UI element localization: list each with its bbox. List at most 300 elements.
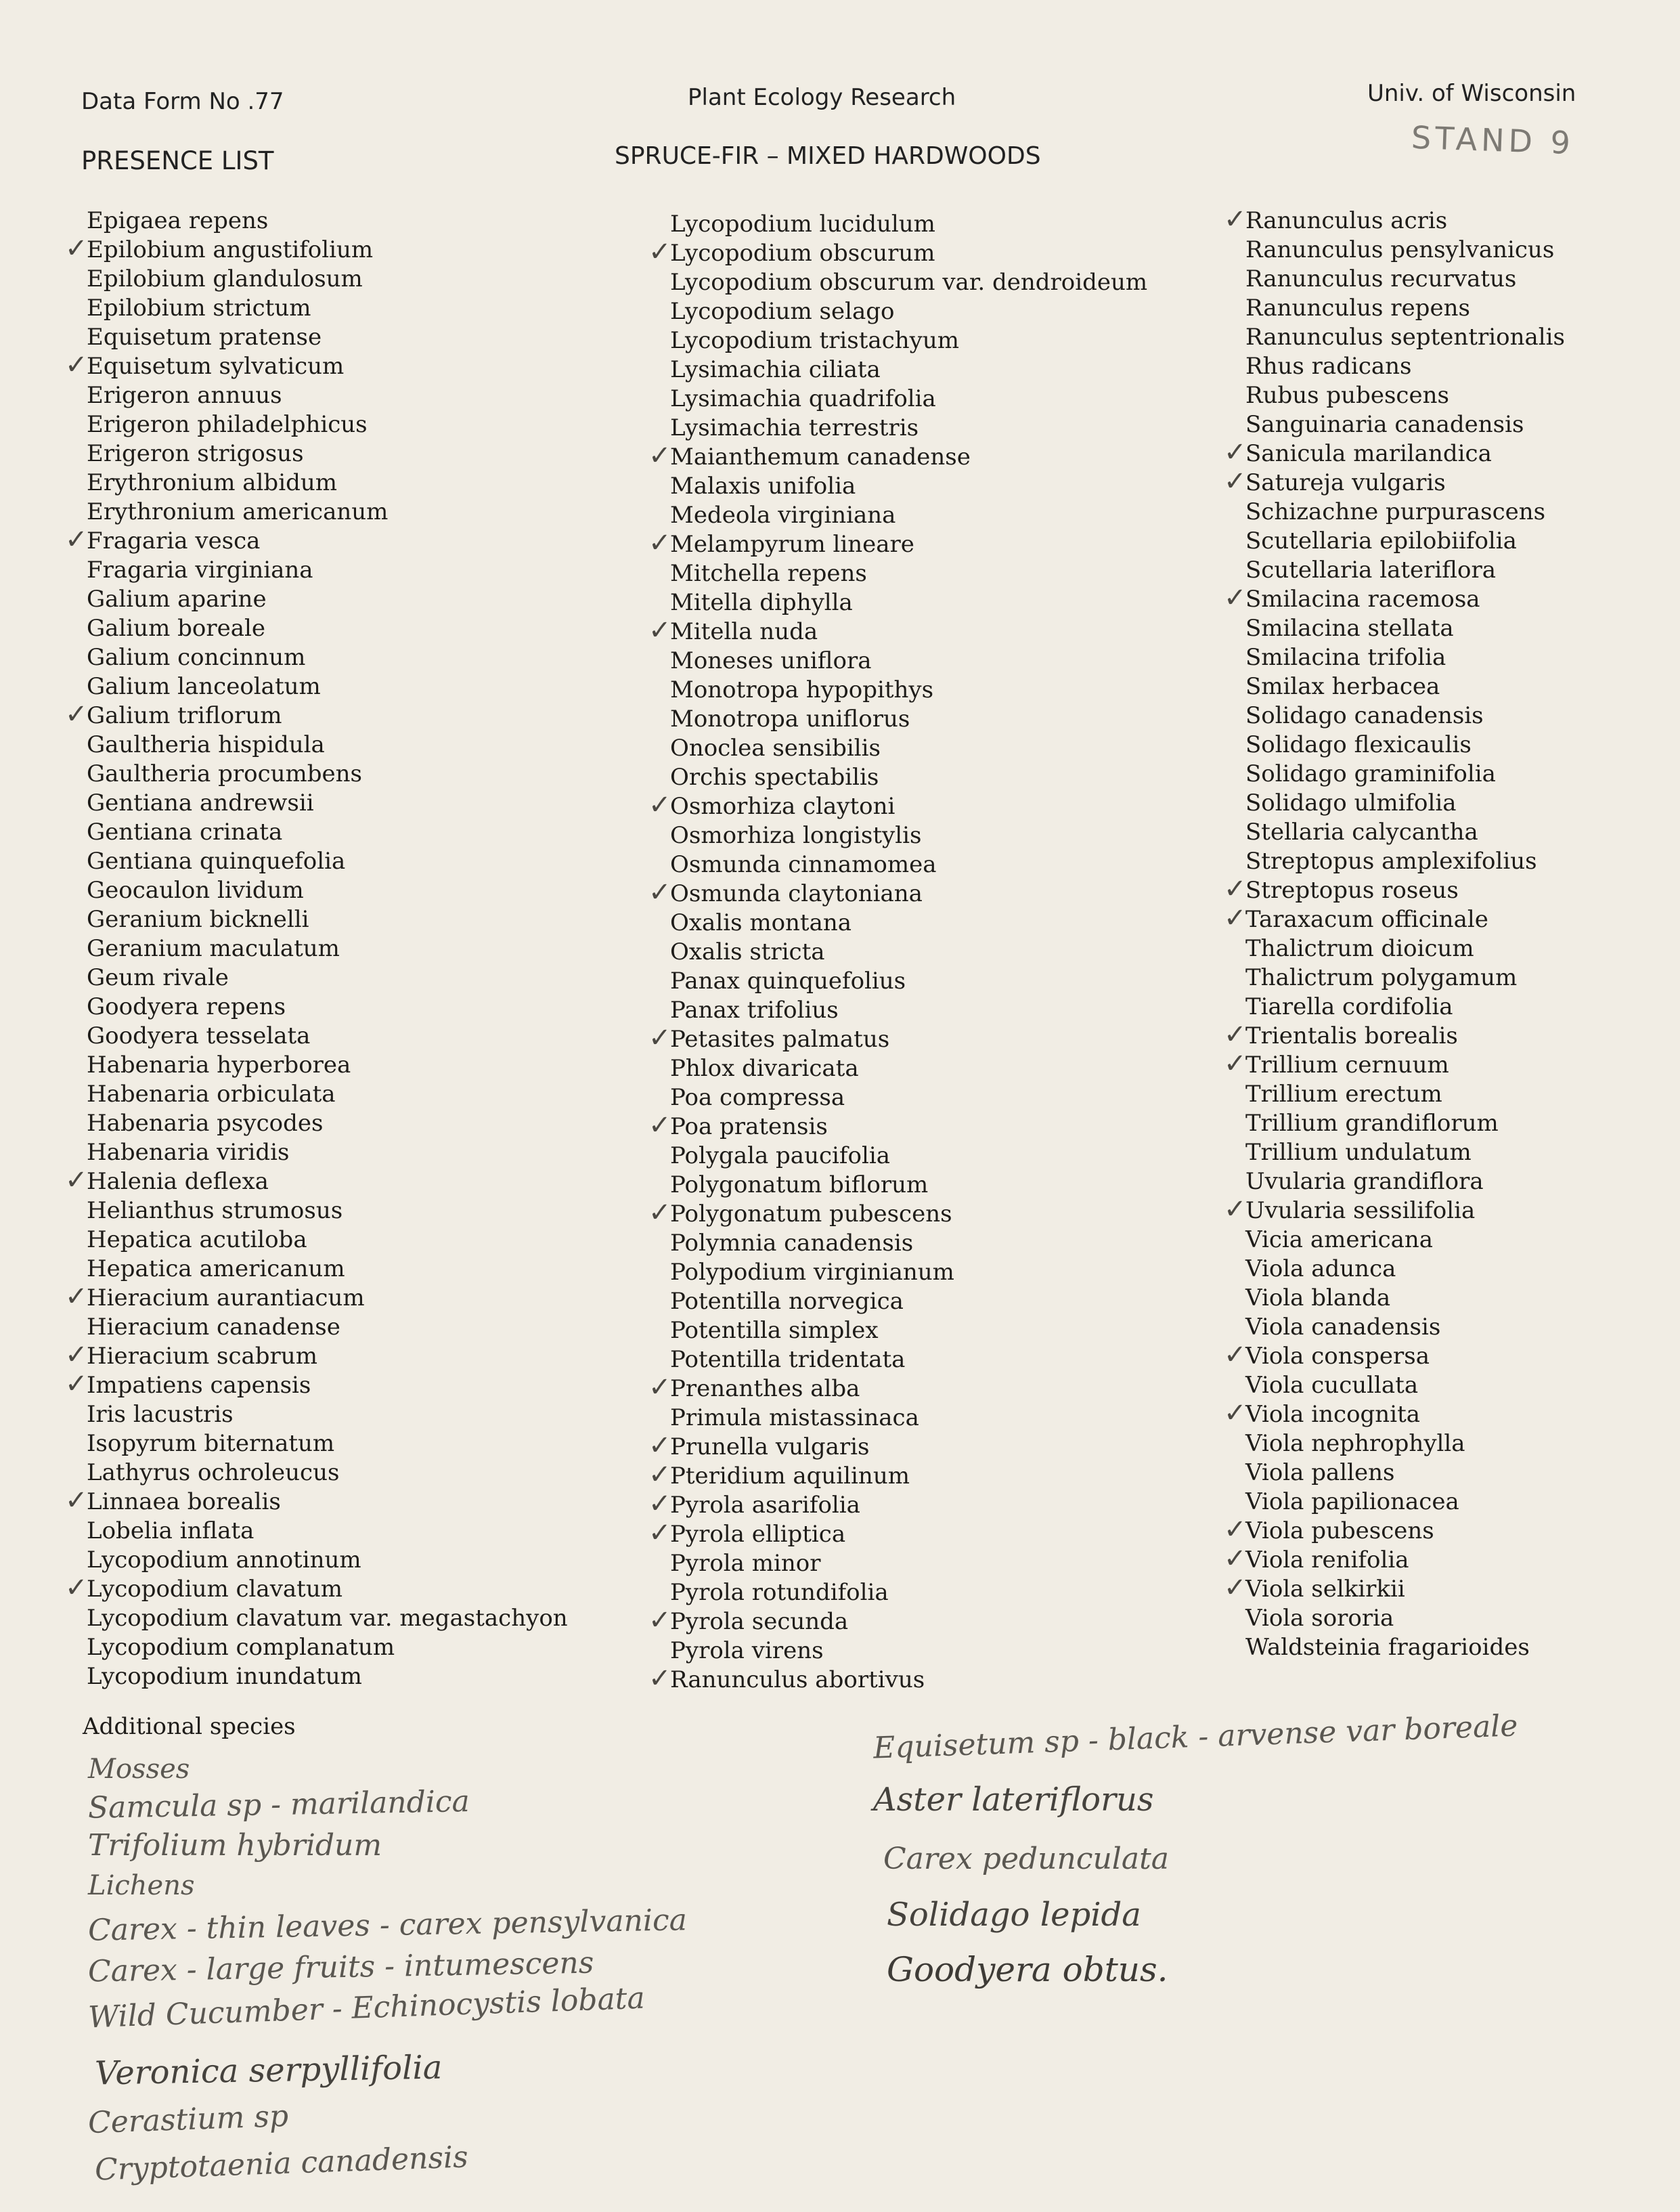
- check-mark-icon: ✓: [648, 1605, 671, 1636]
- species-row: [1224, 1514, 1680, 1546]
- check-mark-icon: ✓: [648, 1022, 671, 1054]
- species-name: Lycopodium clavatum: [87, 1576, 342, 1603]
- species-row: [666, 268, 1221, 297]
- handwritten-note: Mosses: [88, 1754, 190, 1785]
- species-row: [1241, 672, 1680, 701]
- species-name: Mitella nuda: [670, 618, 818, 645]
- handwritten-note: Trifolium hybridum: [88, 1828, 382, 1863]
- species-name: Lysimachia terrestris: [670, 414, 919, 441]
- species-name: Hepatica americanum: [87, 1255, 345, 1282]
- check-mark-icon: ✓: [1224, 903, 1247, 934]
- species-name: Erigeron philadelphicus: [87, 411, 368, 438]
- species-name: Polymnia canadensis: [670, 1230, 914, 1257]
- species-name: Ranunculus repens: [1245, 295, 1470, 322]
- check-mark-icon: ✓: [648, 1372, 671, 1403]
- check-mark-icon: ✓: [65, 1572, 88, 1603]
- species-name: Schizachne purpurascens: [1245, 498, 1546, 525]
- species-name: Smilacina trifolia: [1245, 644, 1446, 671]
- check-mark-icon: ✓: [1224, 1572, 1247, 1603]
- species-name: Streptopus roseus: [1245, 877, 1459, 904]
- species-name: Trillium grandiflorum: [1245, 1110, 1499, 1137]
- species-row: [65, 1368, 638, 1400]
- species-row: [648, 615, 1221, 647]
- species-row: [83, 1429, 638, 1458]
- species-row: [648, 1459, 1221, 1491]
- species-name: Smilax herbacea: [1245, 673, 1440, 700]
- check-mark-icon: ✓: [648, 789, 671, 821]
- species-row: [1241, 993, 1680, 1022]
- species-name: Trillium erectum: [1245, 1081, 1442, 1108]
- check-mark-icon: ✓: [1224, 204, 1247, 235]
- species-row: [83, 1051, 638, 1080]
- organization-title: Plant Ecology Research: [688, 84, 956, 111]
- species-name: Mitella diphylla: [670, 589, 853, 616]
- species-name: Isopyrum biternatum: [87, 1430, 335, 1457]
- species-row: [83, 469, 638, 498]
- species-name: Equisetum sylvaticum: [87, 353, 345, 380]
- check-mark-icon: ✓: [648, 1663, 671, 1694]
- species-name: Gentiana andrewsii: [87, 789, 314, 817]
- species-name: Geranium bicknelli: [87, 906, 309, 933]
- species-name: Hieracium canadense: [87, 1314, 340, 1341]
- species-row: [83, 876, 638, 905]
- species-name: Solidago canadensis: [1245, 702, 1484, 729]
- check-mark-icon: ✓: [65, 1281, 88, 1312]
- species-name: Habenaria orbiculata: [87, 1081, 336, 1108]
- species-name: Viola renifolia: [1245, 1546, 1409, 1574]
- species-name: Galium lanceolatum: [87, 673, 321, 700]
- species-row: [1224, 466, 1680, 498]
- species-name: Rhus radicans: [1245, 353, 1412, 380]
- species-name: Viola adunca: [1245, 1255, 1396, 1282]
- species-name: Goodyera tesselata: [87, 1022, 311, 1049]
- species-row: [1224, 903, 1680, 934]
- species-name: Potentilla norvegica: [670, 1288, 904, 1315]
- species-name: Ranunculus abortivus: [670, 1666, 925, 1693]
- species-name: Prenanthes alba: [670, 1375, 860, 1402]
- species-name: Erythronium albidum: [87, 469, 337, 496]
- check-mark-icon: ✓: [648, 1197, 671, 1228]
- handwritten-note: Solidago lepida: [887, 1896, 1141, 1934]
- species-name: Galium triflorum: [87, 702, 282, 729]
- species-name: Satureja vulgaris: [1245, 469, 1446, 496]
- species-name: Maianthemum canadense: [670, 443, 971, 471]
- species-name: Trillium cernuum: [1245, 1051, 1449, 1079]
- species-row: [83, 1255, 638, 1284]
- species-name: Tiarella cordifolia: [1245, 993, 1453, 1020]
- species-row: [1241, 1313, 1680, 1342]
- species-row: [666, 1083, 1221, 1112]
- species-row: [648, 236, 1221, 268]
- species-name: Trillium undulatum: [1245, 1139, 1472, 1166]
- species-row: [666, 763, 1221, 792]
- check-mark-icon: ✓: [648, 1430, 671, 1461]
- species-row: [83, 265, 638, 294]
- species-row: [666, 1549, 1221, 1578]
- species-name: Scutellaria epilobiifolia: [1245, 527, 1517, 555]
- species-name: Thalictrum polygamum: [1245, 964, 1518, 991]
- species-row: [1241, 527, 1680, 556]
- species-row: [1241, 789, 1680, 818]
- species-row: [666, 1404, 1221, 1433]
- check-mark-icon: ✓: [1224, 873, 1247, 905]
- species-row: [83, 323, 638, 352]
- species-row: [666, 909, 1221, 938]
- species-name: Uvularia grandiflora: [1245, 1168, 1484, 1195]
- species-name: Epilobium angustifolium: [87, 236, 374, 263]
- species-name: Epigaea repens: [87, 207, 269, 234]
- species-name: Scutellaria lateriflora: [1245, 557, 1496, 584]
- species-row: [1241, 1226, 1680, 1255]
- check-mark-icon: ✓: [648, 236, 671, 267]
- check-mark-icon: ✓: [65, 1165, 88, 1196]
- species-row: [1241, 1109, 1680, 1138]
- species-name: Pyrola virens: [670, 1637, 824, 1664]
- species-row: [83, 439, 638, 469]
- species-row: [83, 498, 638, 527]
- species-name: Medeola virginiana: [670, 502, 896, 529]
- species-name: Solidago graminifolia: [1245, 760, 1496, 787]
- species-row: [648, 1517, 1221, 1549]
- species-row: [83, 1138, 638, 1167]
- check-mark-icon: ✓: [1224, 1339, 1247, 1370]
- species-name: Epilobium glandulosum: [87, 265, 363, 292]
- species-row: [83, 1313, 638, 1342]
- species-name: Rubus pubescens: [1245, 382, 1449, 409]
- species-row: [1241, 934, 1680, 963]
- species-name: Lobelia inflata: [87, 1517, 255, 1544]
- species-name: Polygonatum biflorum: [670, 1171, 929, 1198]
- species-row: [1241, 1458, 1680, 1488]
- species-name: Osmunda cinnamomea: [670, 851, 937, 878]
- species-row: [65, 524, 638, 556]
- species-name: Solidago flexicaulis: [1245, 731, 1472, 758]
- species-row: [666, 501, 1221, 530]
- species-name: Lysimachia quadrifolia: [670, 385, 936, 412]
- species-name: Habenaria psycodes: [87, 1110, 324, 1137]
- additional-species-label: Additional species: [83, 1713, 296, 1740]
- species-name: Mitchella repens: [670, 560, 867, 587]
- species-row: [65, 233, 638, 265]
- handwritten-note: Veronica serpyllifolia: [94, 2048, 443, 2093]
- species-row: [1224, 1572, 1680, 1604]
- community-title: SPRUCE-FIR – MIXED HARDWOODS: [615, 142, 1041, 170]
- species-row: [65, 1339, 638, 1371]
- species-row: [666, 1636, 1221, 1666]
- species-name: Gentiana quinquefolia: [87, 848, 346, 875]
- species-row: [1224, 1543, 1680, 1575]
- species-name: Pteridium aquilinum: [670, 1462, 910, 1490]
- handwritten-note: Cerastium sp: [87, 2098, 289, 2141]
- handwritten-note: Aster lateriflorus: [873, 1781, 1154, 1819]
- species-name: Oxalis stricta: [670, 938, 825, 966]
- species-row: [648, 527, 1221, 559]
- species-name: Moneses uniflora: [670, 647, 872, 674]
- species-row: [1224, 873, 1680, 905]
- species-name: Lycopodium clavatum var. megastachyon: [87, 1605, 568, 1632]
- check-mark-icon: ✓: [1224, 1048, 1247, 1079]
- handwritten-note: Wild Cucumber - Echinocystis lobata: [87, 1980, 646, 2035]
- check-mark-icon: ✓: [648, 1110, 671, 1141]
- species-row: [666, 559, 1221, 588]
- species-name: Habenaria hyperborea: [87, 1051, 351, 1079]
- species-row: [83, 934, 638, 963]
- species-name: Galium concinnum: [87, 644, 306, 671]
- species-row: [1241, 352, 1680, 381]
- species-row: [65, 1485, 638, 1517]
- check-mark-icon: ✓: [648, 1517, 671, 1548]
- species-row: [83, 1604, 638, 1633]
- species-row: [83, 818, 638, 847]
- species-row: [666, 996, 1221, 1025]
- species-row: [666, 705, 1221, 734]
- species-name: Lycopodium inundatum: [87, 1663, 362, 1690]
- species-name: Lycopodium obscurum var. dendroideum: [670, 269, 1148, 296]
- species-name: Impatiens capensis: [87, 1372, 311, 1399]
- species-row: [83, 905, 638, 934]
- species-name: Malaxis unifolia: [670, 473, 856, 500]
- species-row: [1241, 498, 1680, 527]
- species-row: [1241, 323, 1680, 352]
- species-name: Panax quinquefolius: [670, 968, 906, 995]
- species-row: [1241, 381, 1680, 410]
- species-row: [83, 672, 638, 701]
- check-mark-icon: ✓: [1224, 466, 1247, 497]
- species-row: [83, 1400, 638, 1429]
- check-mark-icon: ✓: [1224, 437, 1247, 468]
- species-row: [65, 1572, 638, 1604]
- species-name: Orchis spectabilis: [670, 764, 879, 791]
- check-mark-icon: ✓: [65, 349, 88, 381]
- species-row: [83, 847, 638, 876]
- species-row: [648, 1022, 1221, 1054]
- handwritten-note: Cryptotaenia canadensis: [94, 2140, 469, 2188]
- species-name: Gentiana crinata: [87, 819, 283, 846]
- species-row: [1224, 204, 1680, 236]
- species-row: [1241, 1080, 1680, 1109]
- species-name: Solidago ulmifolia: [1245, 789, 1457, 817]
- species-row: [65, 1281, 638, 1313]
- species-row: [1241, 818, 1680, 847]
- list-title: PRESENCE LIST: [81, 146, 274, 175]
- species-row: [666, 385, 1221, 414]
- species-name: Polygonatum pubescens: [670, 1200, 952, 1228]
- species-name: Pyrola elliptica: [670, 1521, 846, 1548]
- check-mark-icon: ✓: [1224, 1514, 1247, 1545]
- species-name: Erythronium americanum: [87, 498, 389, 525]
- check-mark-icon: ✓: [648, 615, 671, 646]
- species-name: Panax trifolius: [670, 997, 839, 1024]
- species-row: [1241, 1488, 1680, 1517]
- species-row: [1241, 410, 1680, 439]
- species-row: [666, 1229, 1221, 1258]
- species-row: [1241, 1284, 1680, 1313]
- species-row: [666, 1171, 1221, 1200]
- species-row: [666, 355, 1221, 385]
- species-name: Pyrola minor: [670, 1550, 821, 1577]
- species-row: [648, 1488, 1221, 1520]
- species-name: Phlox divaricata: [670, 1055, 859, 1082]
- species-name: Galium boreale: [87, 615, 265, 642]
- species-row: [1224, 1048, 1680, 1080]
- check-mark-icon: ✓: [648, 1459, 671, 1490]
- species-name: Lycopodium tristachyum: [670, 327, 959, 354]
- check-mark-icon: ✓: [1224, 1194, 1247, 1225]
- species-row: [83, 643, 638, 672]
- handwritten-note: Equisetum sp - black - arvense var boreale: [872, 1708, 1519, 1766]
- species-column-2: [648, 210, 1221, 1695]
- species-row: [83, 993, 638, 1022]
- species-row: [1224, 437, 1680, 469]
- species-name: Oxalis montana: [670, 909, 852, 936]
- species-name: Viola canadensis: [1245, 1314, 1441, 1341]
- check-mark-icon: ✓: [1224, 1543, 1247, 1574]
- species-name: Uvularia sessilifolia: [1245, 1197, 1476, 1224]
- species-name: Viola blanda: [1245, 1284, 1391, 1311]
- species-name: Stellaria calycantha: [1245, 819, 1478, 846]
- species-row: [666, 1142, 1221, 1171]
- species-name: Linnaea borealis: [87, 1488, 281, 1515]
- species-row: [1241, 1255, 1680, 1284]
- check-mark-icon: ✓: [65, 524, 88, 555]
- species-name: Geranium maculatum: [87, 935, 340, 962]
- species-row: [1241, 731, 1680, 760]
- check-mark-icon: ✓: [65, 1368, 88, 1400]
- species-name: Geum rivale: [87, 964, 229, 991]
- species-name: Taraxacum officinale: [1245, 906, 1488, 933]
- handwritten-note: Lichens: [88, 1870, 195, 1901]
- species-row: [83, 1662, 638, 1691]
- species-row: [1241, 1633, 1680, 1662]
- species-row: [83, 1517, 638, 1546]
- species-row: [83, 585, 638, 614]
- species-row: [1241, 556, 1680, 585]
- species-name: Viola pallens: [1245, 1459, 1395, 1486]
- species-name: Potentilla simplex: [670, 1317, 879, 1344]
- species-name: Gaultheria hispidula: [87, 731, 325, 758]
- species-row: [1241, 294, 1680, 323]
- species-name: Viola nephrophylla: [1245, 1430, 1465, 1457]
- species-row: [666, 734, 1221, 763]
- species-row: [648, 1197, 1221, 1229]
- species-name: Monotropa hypopithys: [670, 676, 934, 703]
- species-name: Habenaria viridis: [87, 1139, 290, 1166]
- species-row: [1241, 1167, 1680, 1196]
- species-row: [1241, 963, 1680, 993]
- check-mark-icon: ✓: [1224, 1397, 1247, 1429]
- species-name: Smilacina stellata: [1245, 615, 1454, 642]
- species-row: [83, 1109, 638, 1138]
- species-row: [83, 556, 638, 585]
- species-name: Pyrola secunda: [670, 1608, 849, 1635]
- species-name: Poa compressa: [670, 1084, 845, 1111]
- handwritten-note: Goodyera obtus.: [887, 1950, 1168, 1989]
- species-name: Polygala paucifolia: [670, 1142, 890, 1169]
- species-name: Geocaulon lividum: [87, 877, 304, 904]
- species-name: Helianthus strumosus: [87, 1197, 343, 1224]
- species-row: [666, 1287, 1221, 1316]
- species-name: Lycopodium obscurum: [670, 240, 935, 267]
- species-name: Viola cucullata: [1245, 1372, 1419, 1399]
- species-name: Lysimachia ciliata: [670, 356, 881, 383]
- check-mark-icon: ✓: [65, 699, 88, 730]
- species-name: Ranunculus septentrionalis: [1245, 324, 1565, 351]
- species-row: [83, 1080, 638, 1109]
- species-column-1: [65, 207, 638, 1691]
- handwritten-note: Samcula sp - marilandica: [87, 1784, 470, 1825]
- check-mark-icon: ✓: [648, 527, 671, 559]
- species-name: Fragaria virginiana: [87, 557, 313, 584]
- species-name: Potentilla tridentata: [670, 1346, 906, 1373]
- check-mark-icon: ✓: [65, 233, 88, 264]
- species-row: [83, 614, 638, 643]
- species-row: [1224, 582, 1680, 614]
- species-row: [666, 326, 1221, 355]
- check-mark-icon: ✓: [648, 1488, 671, 1519]
- species-name: Streptopus amplexifolius: [1245, 848, 1537, 875]
- species-name: Epilobium strictum: [87, 295, 311, 322]
- species-row: [648, 1605, 1221, 1636]
- species-name: Lycopodium annotinum: [87, 1546, 361, 1574]
- species-name: Galium aparine: [87, 586, 267, 613]
- species-name: Gaultheria procumbens: [87, 760, 362, 787]
- species-row: [648, 1372, 1221, 1404]
- species-row: [83, 731, 638, 760]
- species-row: [648, 789, 1221, 821]
- species-row: [666, 647, 1221, 676]
- species-name: Halenia deflexa: [87, 1168, 269, 1195]
- species-name: Sanguinaria canadensis: [1245, 411, 1524, 438]
- handwritten-note: Carex pedunculata: [883, 1842, 1170, 1876]
- handwritten-note: Carex - thin leaves - carex pensylvanica: [87, 1903, 688, 1948]
- species-row: [666, 1578, 1221, 1607]
- species-row: [1241, 760, 1680, 789]
- species-row: [666, 821, 1221, 850]
- species-row: [648, 1430, 1221, 1462]
- species-row: [1241, 1604, 1680, 1633]
- species-row: [648, 440, 1221, 472]
- species-name: Lycopodium complanatum: [87, 1634, 395, 1661]
- species-row: [1241, 1138, 1680, 1167]
- species-row: [666, 1258, 1221, 1287]
- species-name: Petasites palmatus: [670, 1026, 890, 1053]
- species-name: Viola incognita: [1245, 1401, 1421, 1428]
- species-name: Thalictrum dioicum: [1245, 935, 1474, 962]
- species-row: [666, 967, 1221, 996]
- species-name: Viola conspersa: [1245, 1343, 1430, 1370]
- species-row: [83, 1022, 638, 1051]
- species-row: [1241, 1371, 1680, 1400]
- species-name: Primula mistassinaca: [670, 1404, 919, 1431]
- species-row: [83, 1196, 638, 1226]
- species-name: Pyrola asarifolia: [670, 1492, 860, 1519]
- species-name: Poa pratensis: [670, 1113, 828, 1140]
- species-row: [65, 349, 638, 381]
- species-row: [83, 963, 638, 993]
- species-name: Sanicula marilandica: [1245, 440, 1492, 467]
- species-row: [83, 1633, 638, 1662]
- species-name: Osmunda claytoniana: [670, 880, 923, 907]
- species-row: [666, 1345, 1221, 1374]
- university-name: Univ. of Wisconsin: [1367, 80, 1576, 107]
- check-mark-icon: ✓: [648, 440, 671, 471]
- species-row: [83, 294, 638, 323]
- species-name: Pyrola rotundifolia: [670, 1579, 889, 1606]
- check-mark-icon: ✓: [65, 1339, 88, 1370]
- species-row: [83, 789, 638, 818]
- species-name: Erigeron annuus: [87, 382, 282, 409]
- species-name: Waldsteinia fragarioides: [1245, 1634, 1530, 1661]
